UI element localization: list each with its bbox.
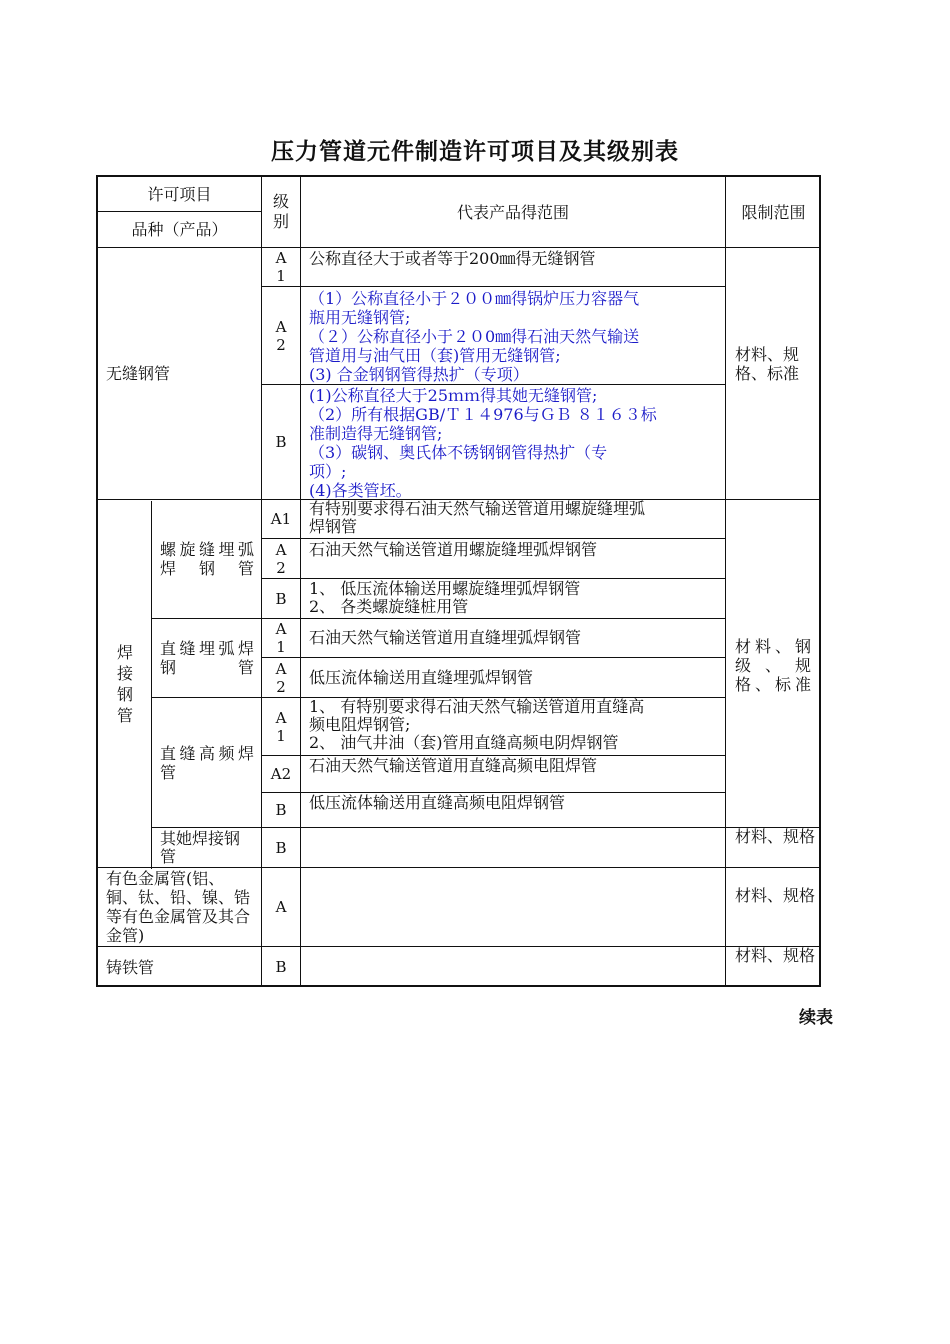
straight-a2-desc xyxy=(309,668,723,696)
castiron-name: 铸铁管 xyxy=(106,957,155,977)
nonferrous-level: A xyxy=(275,898,287,916)
desc-line: 2、 各类螺旋缝桩用管 xyxy=(309,597,469,616)
hf-a2-desc xyxy=(309,756,723,791)
other-weld-limit: 材料、规格 xyxy=(735,827,816,846)
welded-limit: 材料、钢级、规格、标准 xyxy=(735,637,811,694)
seamless-name: 无缝钢管 xyxy=(106,364,171,383)
desc-line: （1）公称直径小于２００㎜得锅炉压力容器气 xyxy=(309,289,640,308)
straight-saw-name: 直缝埋弧焊钢管 xyxy=(160,639,254,677)
seamless-b-level: B xyxy=(275,433,287,451)
seamless-a2-desc xyxy=(309,289,723,384)
desc-line: 有特别要求得石油天然气输送管道用螺旋缝埋弧 xyxy=(309,499,646,518)
permit-table xyxy=(96,175,821,987)
header-level: 级别 xyxy=(273,192,290,231)
header-permit-item: 许可项目 xyxy=(147,184,212,204)
page-title: 压力管道元件制造许可项目及其级别表 xyxy=(271,139,679,165)
seamless-a2-level: A 2 xyxy=(275,317,287,354)
seamless-a1-desc xyxy=(309,249,721,285)
castiron-level: B xyxy=(275,958,287,976)
seamless-limit: 材料、规格、标准 xyxy=(735,345,800,383)
nonferrous-limit: 材料、规格 xyxy=(735,886,816,905)
desc-line: （2）所有根据GB/Ｔ１４976与ＧＢ ８１６３标 xyxy=(309,405,657,424)
hf-weld-name: 直缝高频焊管 xyxy=(160,743,254,782)
desc-line: 低压流体输送用直缝埋弧焊钢管 xyxy=(309,668,534,687)
desc-line: 1、 有特别要求得石油天然气输送管道用直缝高 xyxy=(309,697,645,716)
hf-a1-desc xyxy=(309,698,723,755)
other-weld-level: B xyxy=(275,838,287,857)
desc-line: (1)公称直径大于25ｍｍ得其她无缝钢管; xyxy=(309,386,598,405)
header-scope: 代表产品得范围 xyxy=(456,202,569,222)
nonferrous-name: 有色金属管(铝、铜、钛、铅、镍、锆等有色金属管及其合金管) xyxy=(106,869,251,945)
hf-b-desc xyxy=(309,793,723,826)
header-limit: 限制范围 xyxy=(741,202,806,222)
desc-line: 低压流体输送用直缝高频电阻焊钢管 xyxy=(309,793,566,812)
spiral-a2-level: A 2 xyxy=(275,540,287,577)
desc-line: 2、 油气井油（套)管用直缝高频电阴焊钢管 xyxy=(309,733,619,752)
hf-a2-level: A2 xyxy=(270,765,292,783)
desc-line: 公称直径大于或者等于200㎜得无缝钢管 xyxy=(309,249,596,268)
seamless-b-desc xyxy=(309,386,723,499)
desc-line: 瓶用无缝钢管; xyxy=(309,308,411,327)
straight-a2-level: A 2 xyxy=(275,659,287,696)
spiral-b-desc xyxy=(309,580,723,618)
continued-label: 续表 xyxy=(799,1008,833,1028)
hf-b-level: B xyxy=(275,801,287,819)
hf-a1-level: A 1 xyxy=(275,708,287,745)
desc-line: (3) 合金钢钢管得热扩（专项） xyxy=(309,365,529,384)
welded-name: 焊接钢管 xyxy=(116,642,133,725)
desc-line: 项）; xyxy=(309,462,347,481)
spiral-b-level: B xyxy=(275,589,287,608)
other-weld-name: 其她焊接钢管 xyxy=(160,828,241,866)
spiral-a1-desc xyxy=(309,500,723,538)
desc-line: 石油天然气输送管道用直缝埋弧焊钢管 xyxy=(309,628,582,647)
header-variety: 品种（产品） xyxy=(131,220,228,239)
castiron-limit: 材料、规格 xyxy=(735,946,816,965)
desc-line: 准制造得无缝钢管; xyxy=(309,424,443,443)
straight-a1-level: A 1 xyxy=(275,620,287,656)
spiral-saw-name: 螺旋缝埋弧焊钢管 xyxy=(160,540,254,578)
spiral-a1-level: A1 xyxy=(270,510,292,528)
desc-line: 石油天然气输送管道用直缝高频电阻焊管 xyxy=(309,756,598,775)
desc-line: （２）公称直径小于２０0㎜得石油天然气输送 xyxy=(309,327,640,346)
seamless-a1-level: A 1 xyxy=(275,249,287,285)
spiral-a2-desc xyxy=(309,540,723,577)
desc-line: (4)各类管坯。 xyxy=(309,481,412,500)
desc-line: 频电阻焊钢管; xyxy=(309,715,411,734)
desc-line: （3）碳钢、奥氏体不锈钢钢管得热扩（专 xyxy=(309,443,608,462)
desc-line: 焊钢管 xyxy=(309,517,358,536)
desc-line: 管道用与油气田（套)管用无缝钢管; xyxy=(309,346,561,365)
straight-a1-desc xyxy=(309,628,723,656)
desc-line: 石油天然气输送管道用螺旋缝埋弧焊钢管 xyxy=(309,540,598,559)
desc-line: 1、 低压流体输送用螺旋缝埋弧焊钢管 xyxy=(309,579,581,598)
